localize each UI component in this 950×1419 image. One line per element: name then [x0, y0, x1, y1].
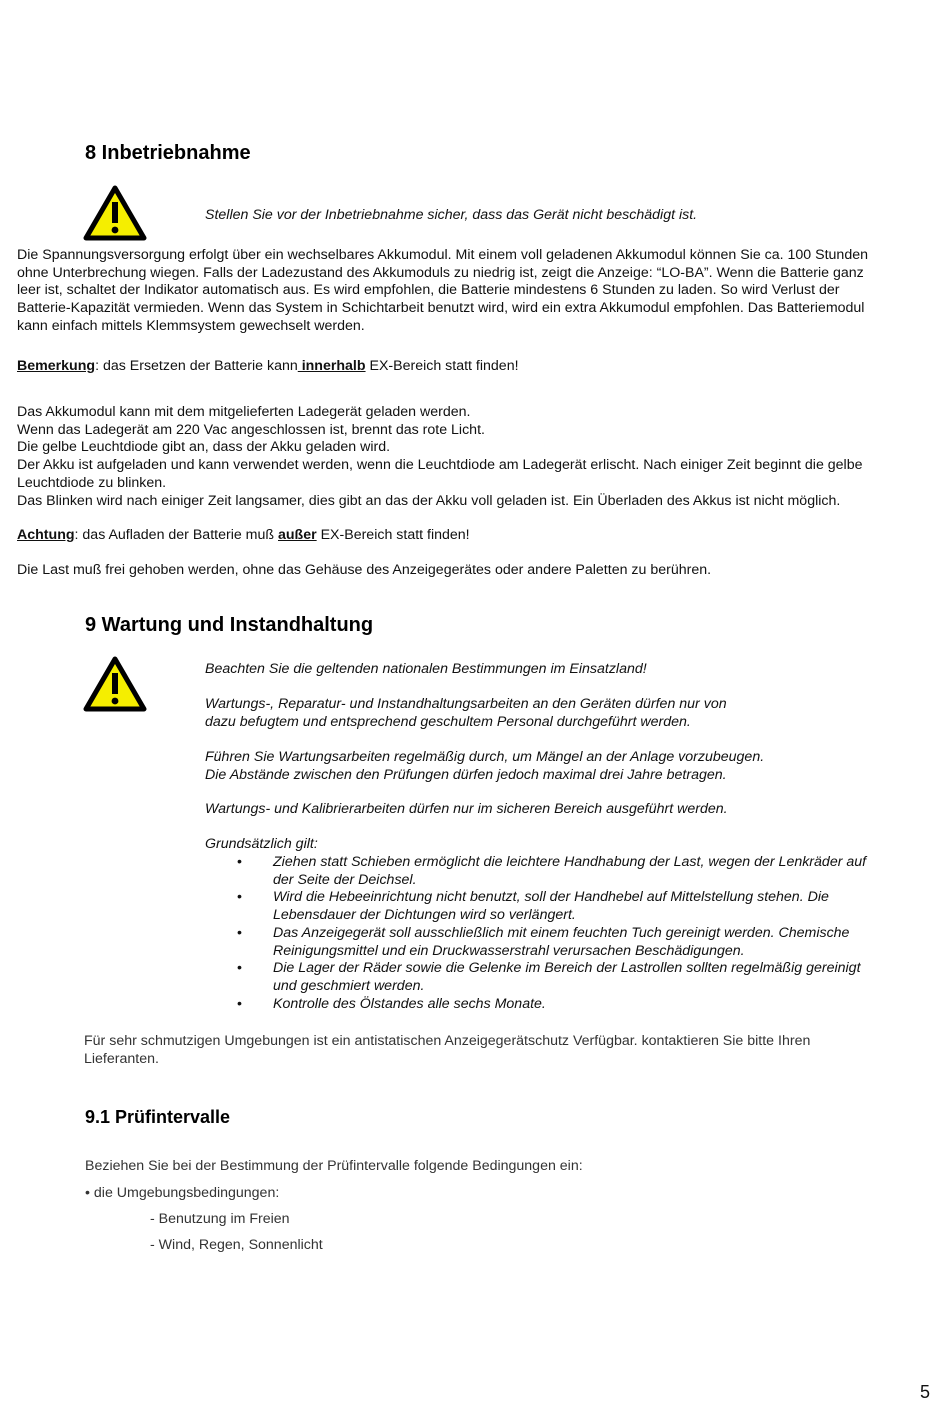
bullet-icon: •: [237, 889, 242, 906]
condition-item: - Wind, Regen, Sonnenlicht: [150, 1237, 323, 1253]
text-line: ohne Unterbrechung wiegen. Falls der Ladezustand des Akkumoduls zu niedrig ist, zeigt die Anzeige: “LO-BA”. Wenn die Batterie ganz: [17, 264, 864, 281]
caution-text-end: EX-Bereich statt finden!: [316, 527, 470, 543]
text-line: Batterie-Kapazität vermieden. Wenn das System in Schichtarbeit benutzt wird, wird ein extra Akkumodul empfohlen. Das Batteriemodul: [17, 300, 865, 317]
section-9-heading: 9 Wartung und Instandhaltung: [85, 614, 374, 636]
text-line: dazu befugtem und entsprechend geschultem Personal durchgeführt werden.: [205, 713, 691, 730]
text-line: Die gelbe Leuchtdiode gibt an, dass der Akku geladen wird.: [17, 439, 391, 456]
caution-label: Achtung: [17, 527, 75, 543]
text-line: kann einfach mittels Klemmsystem gewechselt werden.: [17, 317, 365, 334]
list-item: [237, 889, 866, 924]
condition-item: - Benutzung im Freien: [150, 1211, 290, 1227]
remark-emphasis: innerhalb: [297, 358, 366, 374]
text-line: Die Abstände zwischen den Prüfungen dürfen jedoch maximal drei Jahre betragen.: [205, 766, 727, 783]
antistatic-note: [84, 1033, 810, 1068]
bullet-icon: •: [237, 924, 242, 941]
section-9-1-heading: 9.1 Prüfintervalle: [85, 1107, 231, 1127]
text-line: Wenn das Ladegerät am 220 Vac angeschlossen ist, brennt das rote Licht.: [17, 421, 485, 438]
text-line: Beachten Sie die geltenden nationalen Bestimmungen im Einsatzland!: [205, 661, 647, 677]
charger-paragraph: [17, 404, 863, 510]
caution-emphasis: außer: [278, 527, 317, 543]
warning-text: Stellen Sie vor der Inbetriebnahme sicher, dass das Gerät nicht beschädigt ist.: [205, 207, 698, 223]
remark-text-end: EX-Bereich statt finden!: [365, 358, 519, 374]
conditions-label: • die Umgebungsbedingungen:: [85, 1185, 280, 1201]
text-line: Lebensdauer der Dichtungen wird so verlängert.: [273, 907, 576, 924]
remark-line: [17, 358, 519, 376]
text-line: Das Akkumodul kann mit dem mitgelieferten Ladegerät geladen werden.: [17, 404, 471, 420]
warning-triangle-icon: [83, 185, 147, 241]
text-line: Leuchtdiode zu blinken.: [17, 474, 167, 491]
list-item: [237, 854, 867, 889]
load-text: Die Last muß frei gehoben werden, ohne das Gehäuse des Anzeigegerätes oder andere Paletten zu berühren.: [17, 562, 712, 578]
list-item: [237, 995, 866, 1014]
section-8-heading: 8 Inbetriebnahme: [85, 142, 251, 164]
maintenance-note: [205, 696, 727, 731]
text-line: Lieferanten.: [84, 1050, 159, 1067]
list-item: [237, 924, 866, 960]
text-line: Das Blinken wird nach einiger Zeit langsamer, dies gibt an das der Akku voll geladen ist. Ein Überladen des Akkus ist nicht möglich.: [17, 492, 841, 509]
text-line: Wird die Hebeeinrichtung nicht benutzt, soll der Handhebel auf Mittelstellung stehen. Die: [273, 889, 829, 906]
text-line: Wartungs-, Reparatur- und Instandhaltungsarbeiten an den Geräten dürfen nur von: [205, 696, 727, 712]
principle-list: [237, 854, 867, 1013]
text-line: Für sehr schmutzigen Umgebungen ist ein antistatischen Anzeigegerätschutz Verfügbar. kontaktieren Sie bitte Ihren: [84, 1033, 811, 1049]
text-line: Wartungs- und Kalibrierarbeiten dürfen nur im sicheren Bereich ausgeführt werden.: [205, 801, 728, 817]
principle-label: Grundsätzlich gilt:: [205, 836, 318, 852]
bullet-icon: •: [237, 995, 242, 1012]
text-line: Führen Sie Wartungsarbeiten regelmäßig durch, um Mängel an der Anlage vorzubeugen.: [205, 749, 765, 765]
battery-paragraph: [17, 247, 868, 336]
remark-text: : das Ersetzen der Batterie kann: [95, 358, 298, 374]
page-number: 5: [919, 1382, 930, 1402]
bullet-icon: •: [237, 854, 242, 870]
text-line: Reinigungsmittel und ein Druckwasserstrahl verursachen Beschädigungen.: [273, 942, 745, 959]
text-line: Kontrolle des Ölstandes alle sechs Monate.: [273, 995, 546, 1012]
caution-text: : das Aufladen der Batterie muß: [74, 527, 278, 543]
bullet-icon: •: [237, 960, 242, 977]
text-line: und geschmiert werden.: [273, 977, 425, 994]
text-line: Ziehen statt Schieben ermöglicht die leichtere Handhabung der Last, wegen der Lenkräder auf: [273, 854, 867, 870]
list-item: [237, 960, 866, 995]
intervals-intro: Beziehen Sie bei der Bestimmung der Prüfintervalle folgende Bedingungen ein:: [85, 1158, 583, 1174]
text-line: Das Anzeigegerät soll ausschließlich mit einem feuchten Tuch gereinigt werden. Chemische: [273, 924, 850, 941]
maintenance-note: [205, 749, 764, 784]
text-line: leer ist, schaltet der Indikator automatisch aus. Es wird empfohlen, die Batterie mindestens 6 Stunden zu laden. So wird Verlust der: [17, 282, 840, 299]
text-line: Die Lager der Räder sowie die Gelenke im Bereich der Lastrollen sollten regelmäßig gereinigt: [273, 960, 861, 977]
warning-triangle-icon: [83, 656, 147, 712]
remark-label: Bemerkung: [17, 358, 96, 374]
text-line: der Seite der Deichsel.: [273, 871, 417, 888]
caution-line: [17, 527, 470, 545]
maintenance-note: [205, 801, 728, 819]
text-line: Der Akku ist aufgeladen und kann verwendet werden, wenn die Leuchtdiode am Ladegerät erlischt. Nach einiger Zeit beginnt die gelbe: [17, 457, 863, 474]
text-line: Die Spannungsversorgung erfolgt über ein wechselbares Akkumodul. Mit einem voll geladenen Akkumodul können Sie ca. 100 Stunden: [17, 247, 868, 263]
maintenance-note: [205, 661, 647, 679]
